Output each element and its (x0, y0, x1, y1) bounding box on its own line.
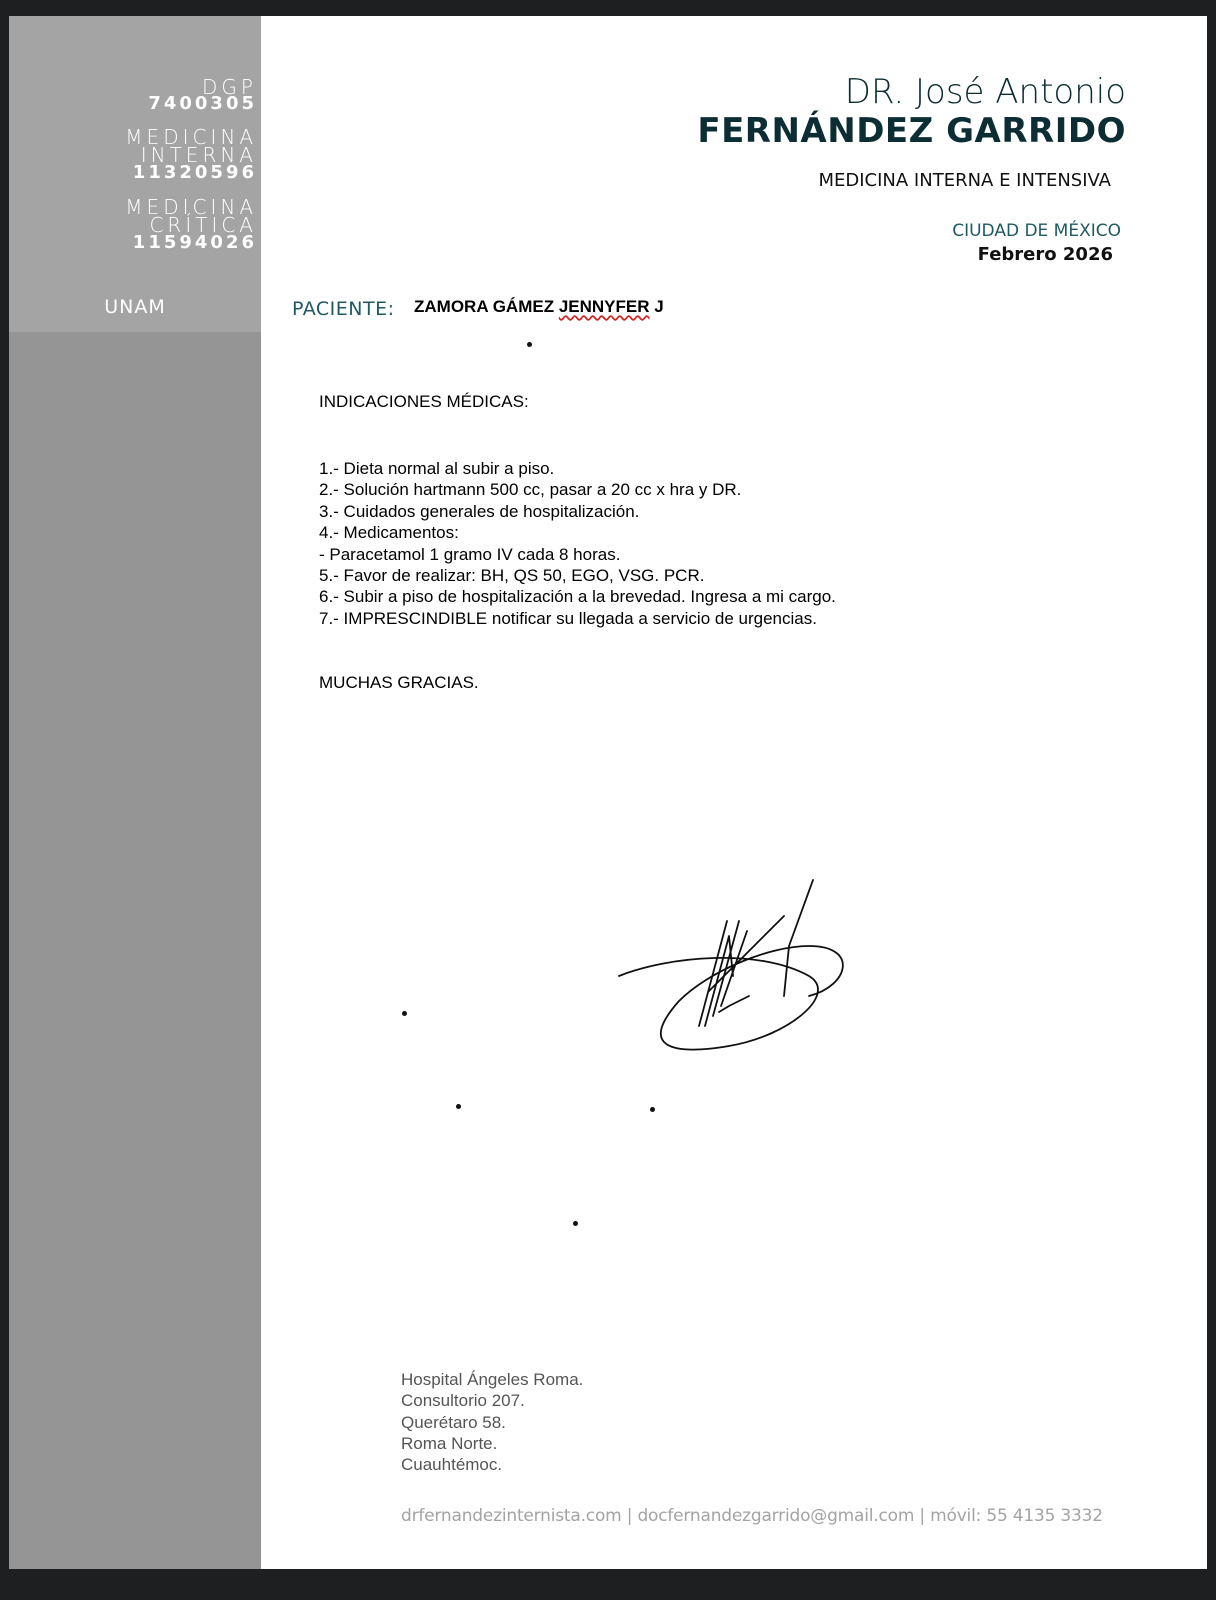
university-label: UNAM (104, 296, 166, 318)
city-label: CIUDAD DE MÉXICO (952, 221, 1121, 241)
address-line: Consultorio 207. (401, 1391, 525, 1411)
dgp-number: 7400305 (148, 93, 257, 114)
indication-item: 1.- Dieta normal al subir a piso. (319, 459, 555, 478)
indications-list (319, 458, 836, 629)
medicina-critica-label-2: CRÍTICA (149, 213, 257, 237)
address-line: Cuauhtémoc. (401, 1455, 503, 1475)
indication-item: 7.- IMPRESCINDIBLE notificar su llegada a servicio de urgencias. (319, 608, 817, 628)
dgp-label: DGP (202, 75, 257, 99)
indication-item: - Paracetamol 1 gramo IV cada 8 horas. (319, 544, 621, 564)
medicina-interna-number: 11320596 (132, 162, 257, 183)
indication-item: 5.- Favor de realizar: BH, QS 50, EGO, VSG. PCR. (319, 566, 705, 586)
patient-name-part3: J (649, 297, 664, 316)
stray-dot (527, 342, 532, 347)
medicina-critica-label-1: MEDICINA (125, 195, 257, 219)
stray-dot (573, 1221, 578, 1226)
specialty-title: MEDICINA INTERNA E INTENSIVA (818, 170, 1111, 191)
stray-dot (456, 1104, 461, 1109)
address-line: Querétaro 58. (401, 1412, 506, 1432)
address-line: Roma Norte. (401, 1433, 498, 1453)
closing-text: MUCHAS GRACIAS. (319, 673, 479, 692)
indications-title: INDICACIONES MÉDICAS: (319, 392, 529, 411)
indication-item: 2.- Solución hartmann 500 cc, pasar a 20 cc x hra y DR. (319, 480, 742, 500)
indication-item: 6.- Subir a piso de hospitalización a la brevedad. Ingresa a mi cargo. (319, 587, 836, 607)
doctor-name-last: FERNÁNDEZ GARRIDO (697, 111, 1126, 151)
indication-item: 4.- Medicamentos: (319, 523, 459, 543)
prescription-page (9, 16, 1207, 1569)
address-block (401, 1369, 583, 1475)
address-line: Hospital Ángeles Roma. (401, 1370, 584, 1389)
stray-dot (402, 1011, 407, 1016)
sidebar-lower-panel (9, 332, 261, 1569)
footer-contact: drfernandezinternista.com | docfernandezgarrido@gmail.com | móvil: 55 4135 3332 (401, 1506, 1103, 1526)
doctor-name-first: DR. José Antonio (844, 72, 1126, 112)
medicina-interna-label-2: INTERNA (140, 143, 257, 167)
patient-name-part1: ZAMORA GÁMEZ (414, 297, 559, 316)
medicina-interna-label-1: MEDICINA (125, 125, 257, 149)
medicina-critica-number: 11594026 (132, 232, 257, 253)
patient-name (414, 297, 664, 317)
patient-name-misspelled-word: JENNYFER (558, 297, 650, 316)
patient-label: PACIENTE: (292, 298, 395, 320)
doctor-signature (609, 876, 869, 1076)
indication-item: 3.- Cuidados generales de hospitalización. (319, 501, 640, 521)
stray-dot (650, 1107, 655, 1112)
document-date: Febrero 2026 (977, 244, 1113, 265)
